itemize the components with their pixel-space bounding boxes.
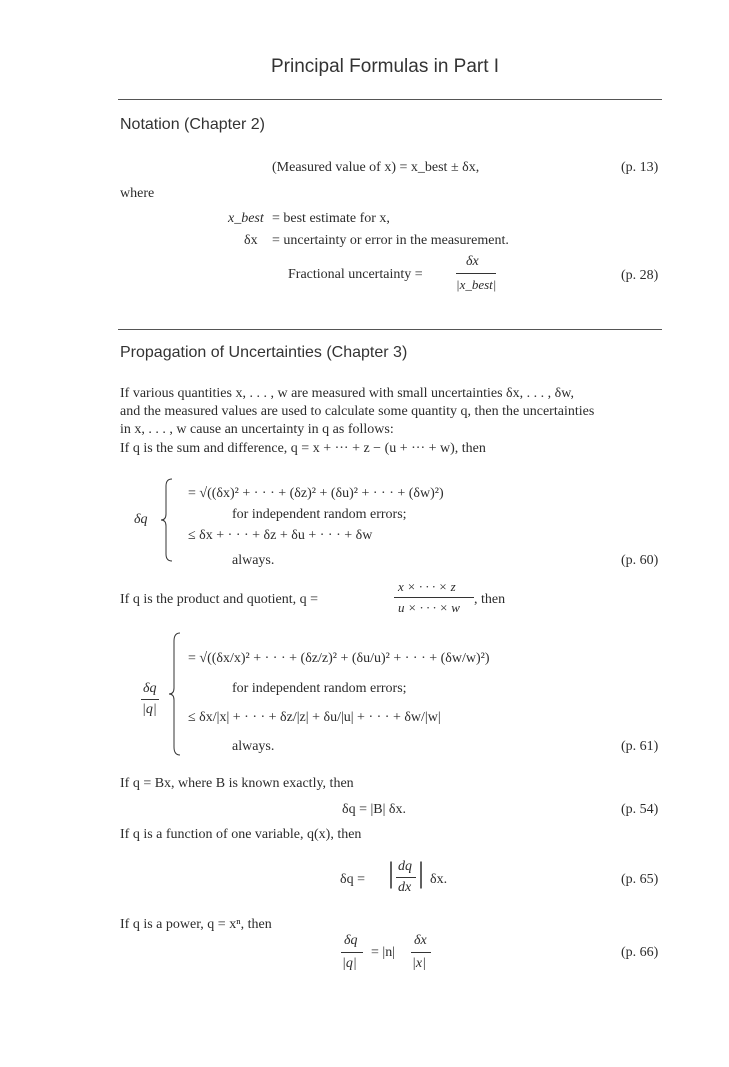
exact-formula: δq = |B| δx. — [342, 802, 407, 817]
product-ref: (p. 61) — [621, 739, 659, 754]
function-bar — [396, 877, 416, 878]
title-rule — [118, 99, 662, 100]
function-tail: δx. — [430, 872, 448, 887]
measured-value-formula: (Measured value of x) = x_best ± δx, — [272, 160, 480, 175]
sum-ref: (p. 60) — [621, 553, 659, 568]
product-upper-bound: ≤ δx/|x| + · · · + δz/|z| + δu/|u| + · · · + δw/|w| — [188, 710, 441, 725]
product-denominator: u × · · · × w — [398, 600, 460, 615]
xbest-def: = best estimate for x, — [272, 211, 390, 226]
page-title: Principal Formulas in Part I — [271, 56, 500, 77]
product-lhs-denominator: |q| — [142, 702, 157, 717]
product-intro: If q is the product and quotient, q = — [120, 592, 319, 607]
product-then: , then — [474, 592, 506, 607]
notation-rule — [118, 329, 662, 330]
power-intro: If q is a power, q = xⁿ, then — [120, 917, 272, 932]
function-lhs: δq = — [340, 872, 365, 887]
fractional-denominator: |x_best| — [456, 277, 497, 292]
power-rhs-bar — [411, 952, 431, 953]
product-independent-note: for independent random errors; — [232, 681, 407, 696]
sum-independent-note: for independent random errors; — [232, 507, 407, 522]
product-always-note: always. — [232, 739, 275, 754]
fractional-numerator: δx — [466, 254, 479, 269]
fractional-ref: (p. 28) — [621, 268, 659, 283]
product-numerator: x × · · · × z — [398, 579, 456, 594]
product-brace — [168, 632, 182, 756]
sum-upper-bound: ≤ δx + · · · + δz + δu + · · · + δw — [188, 528, 373, 543]
function-denominator: dx — [398, 880, 412, 895]
dx-def-lhs: δx — [244, 233, 258, 248]
product-lhs-numerator: δq — [143, 681, 157, 696]
product-quadrature: = √((δx/x)² + · · · + (δz/z)² + (δu/u)² + · · · + (δw/w)²) — [188, 651, 490, 666]
propagation-intro-line-2: and the measured values are used to calculate some quantity q, then the uncertainties — [120, 404, 595, 419]
fractional-uncertainty-label: Fractional uncertainty = — [288, 267, 423, 282]
sum-intro: If q is the sum and difference, q = x + ··· + z − (u + ··· + w), then — [120, 441, 486, 456]
exact-intro: If q = Bx, where B is known exactly, then — [120, 776, 354, 791]
power-ref: (p. 66) — [621, 945, 659, 960]
power-lhs-bar — [341, 952, 363, 953]
product-bar — [394, 597, 474, 598]
sum-brace — [160, 478, 174, 562]
function-numerator: dq — [398, 859, 412, 874]
power-lhs-denominator: |q| — [342, 956, 357, 971]
fractional-bar — [456, 273, 496, 274]
product-lhs-bar — [141, 699, 159, 700]
power-lhs-numerator: δq — [344, 933, 358, 948]
propagation-intro-line-3: in x, . . . , w cause an uncertainty in q as follows: — [120, 422, 394, 437]
function-abs-right: | — [418, 856, 425, 889]
where-label: where — [120, 186, 155, 201]
measured-value-ref: (p. 13) — [621, 160, 659, 175]
dx-def: = uncertainty or error in the measurement. — [272, 233, 509, 248]
function-intro: If q is a function of one variable, q(x), then — [120, 827, 362, 842]
exact-ref: (p. 54) — [621, 802, 659, 817]
propagation-heading: Propagation of Uncertainties (Chapter 3) — [120, 344, 408, 361]
power-rhs-denominator: |x| — [412, 956, 426, 971]
power-rhs-numerator: δx — [414, 933, 427, 948]
sum-quadrature: = √((δx)² + · · · + (δz)² + (δu)² + · · · + (δw)²) — [188, 486, 444, 501]
function-ref: (p. 65) — [621, 872, 659, 887]
sum-always-note: always. — [232, 553, 275, 568]
notation-heading: Notation (Chapter 2) — [120, 116, 265, 133]
propagation-intro-line-1: If various quantities x, . . . , w are measured with small uncertainties δx, . . . , δw, — [120, 386, 574, 401]
power-middle: = |n| — [371, 945, 396, 960]
xbest-def-lhs: x_best — [228, 211, 264, 226]
function-abs-left: | — [388, 856, 395, 889]
sum-lhs: δq — [134, 512, 148, 527]
